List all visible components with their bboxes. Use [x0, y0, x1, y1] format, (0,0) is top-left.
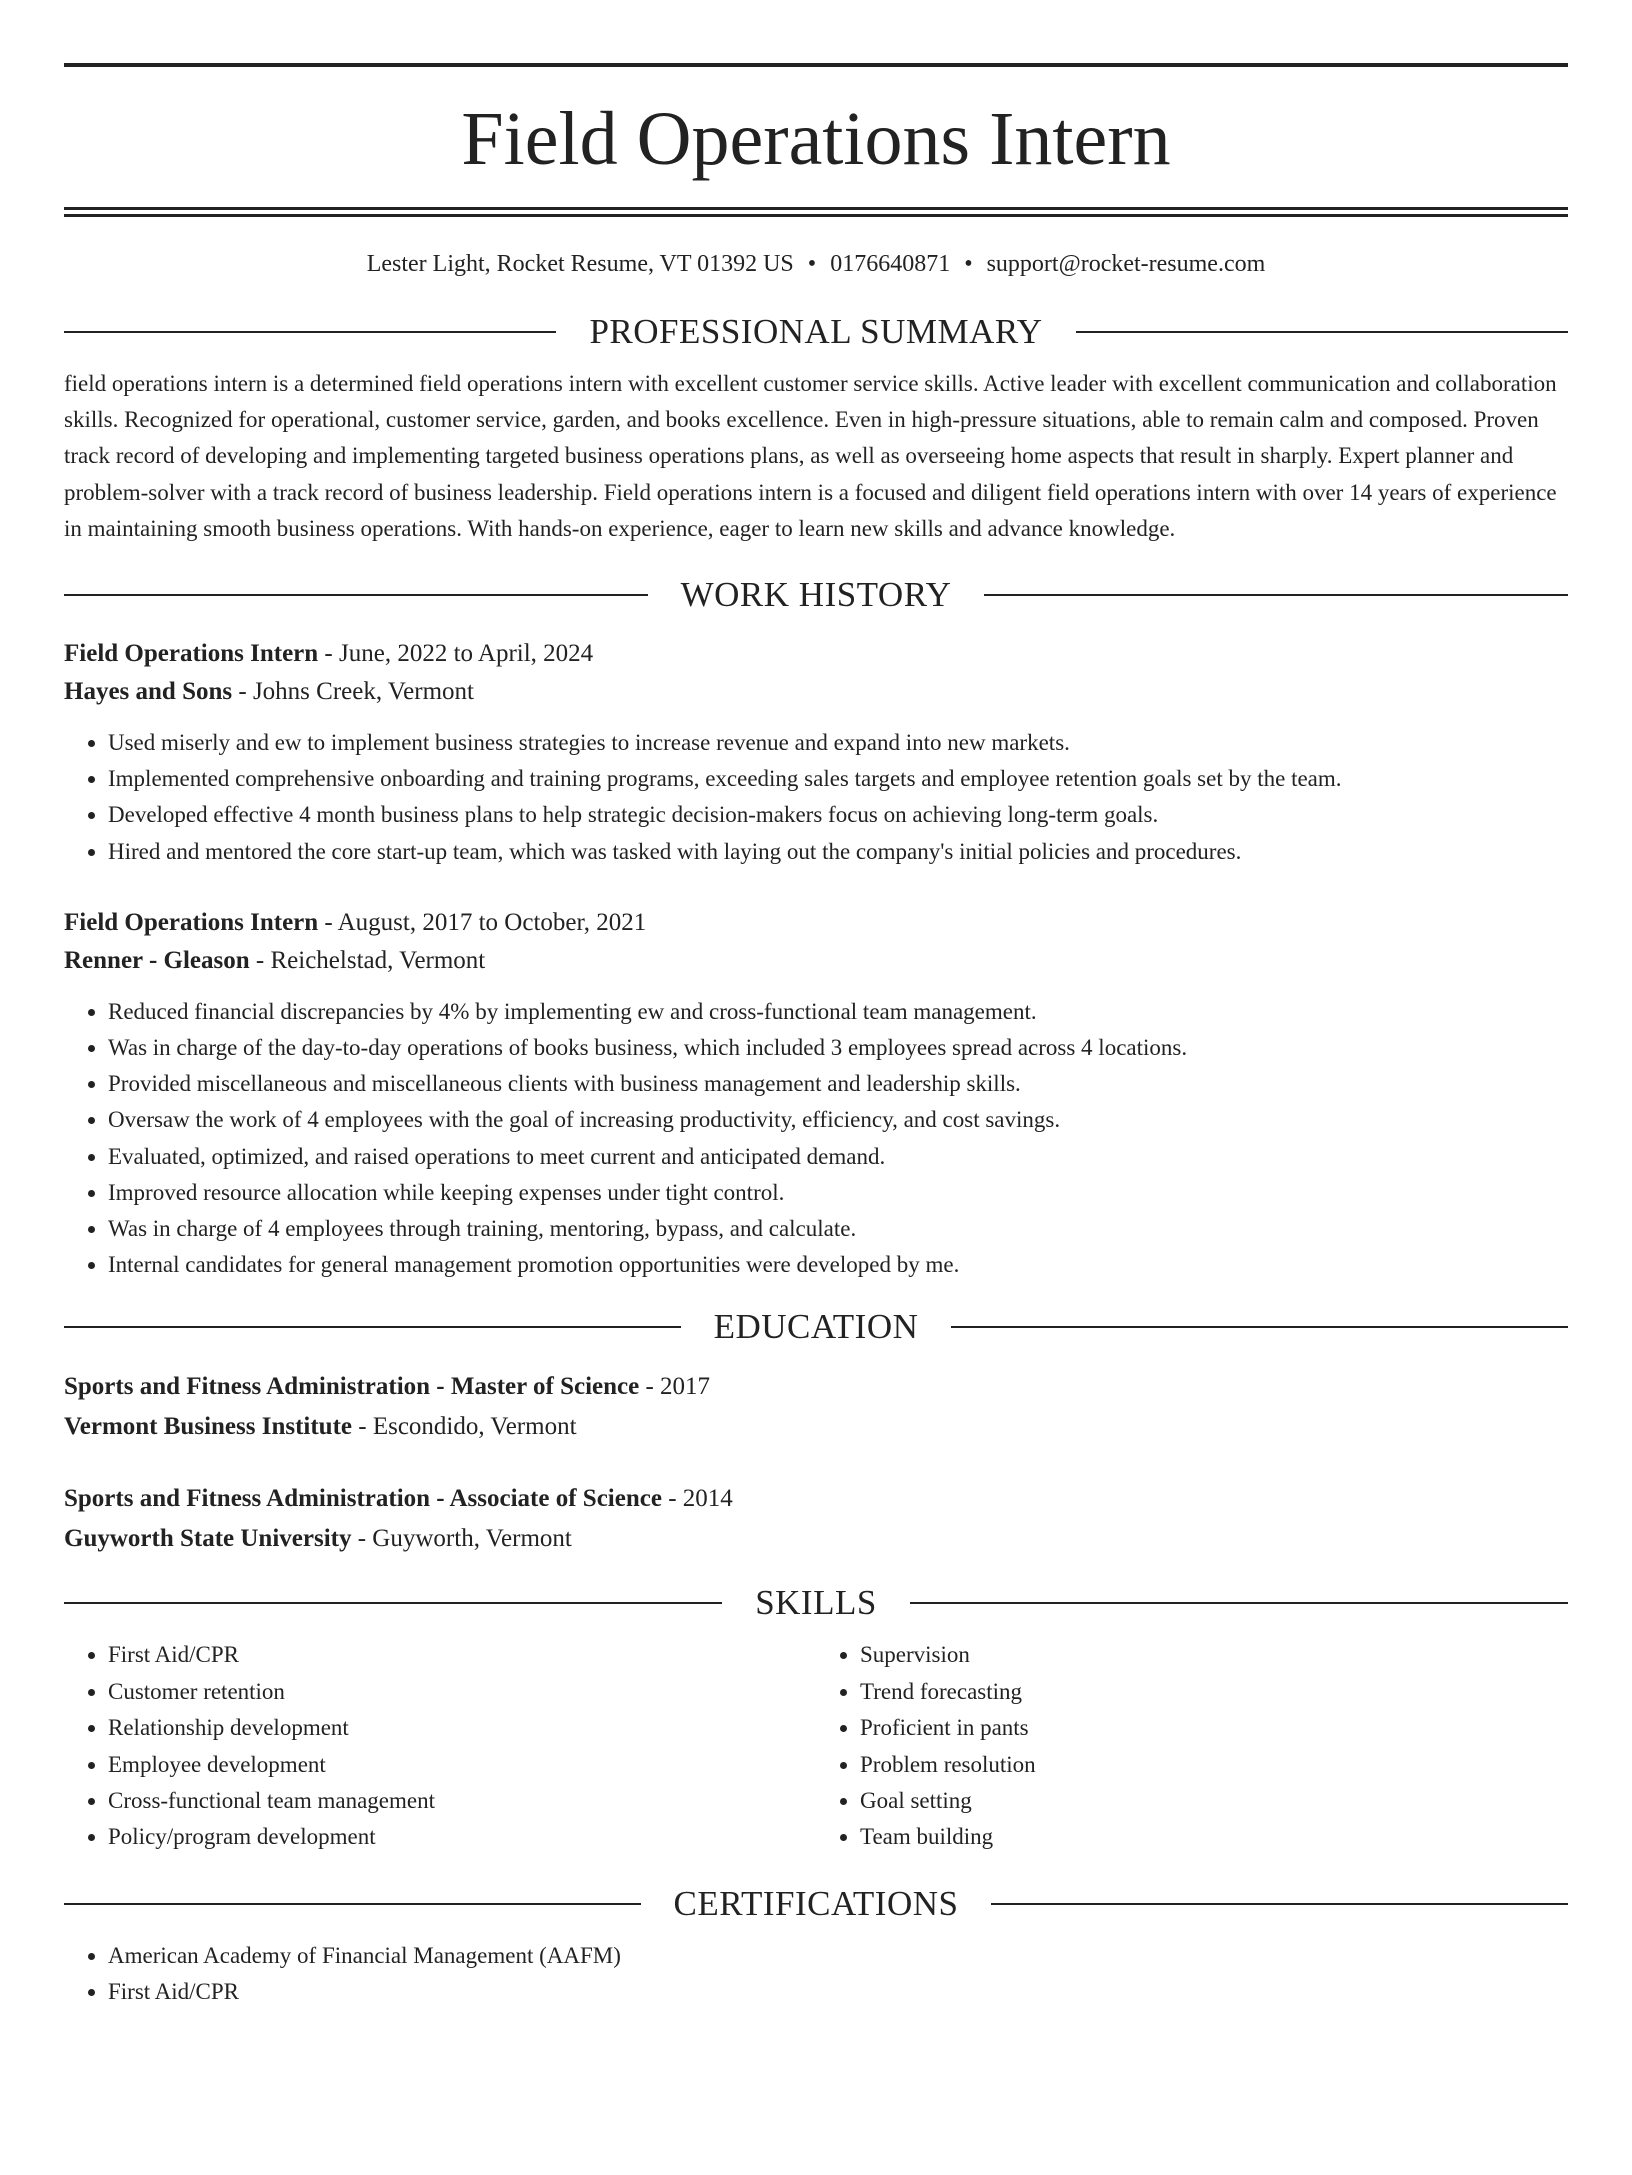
skill-item: • Supervision: [860, 1637, 1568, 1673]
list-item: • Used miserly and ew to implement business strategies to increase revenue and expand into new markets.: [108, 725, 1568, 761]
section-rule: [951, 1326, 1568, 1328]
list-item: • Was in charge of the day-to-day operations of books business, which included 3 employees spread across 4 locations.: [108, 1030, 1568, 1066]
list-item: • Improved resource allocation while keeping expenses under tight control.: [108, 1175, 1568, 1211]
section-title: CERTIFICATIONS: [673, 1883, 959, 1923]
summary-text: field operations intern is a determined field operations intern with excellent customer service skills. Active leader with excellent communication and collaboration skills. Recognized for operational, customer service, garden, and books excellence. Even in high-pressure situations, able to remain calm and composed. Proven track record of developing and implementing targeted business operations plans, as well as overseeing home aspects that result in sharply. Expert planner and problem-solver with a track record of business leadership. Field operations intern is a focused and diligent field operations intern with over 14 years of experience in maintaining smooth business operations. With hands-on experience, eager to learn new skills and advance knowledge.: [64, 371, 1557, 541]
contact-line: [64, 251, 1568, 278]
education-entry: [64, 1479, 1568, 1559]
skill-item: • Proficient in pants: [860, 1710, 1568, 1746]
section-header-skills: [64, 1583, 1568, 1623]
top-rule: [64, 63, 1568, 67]
job-entry: [64, 904, 1568, 1284]
list-item: • Reduced financial discrepancies by 4% by implementing ew and cross-functional team management.: [108, 994, 1568, 1030]
skill-item: • Team building: [860, 1819, 1568, 1855]
job-title: Field Operations Intern: [64, 908, 319, 936]
job-dates: - June, 2022 to April, 2024: [318, 640, 594, 668]
section-title: WORK HISTORY: [680, 575, 952, 615]
section-rule: [64, 594, 648, 596]
section-rule: [64, 1602, 722, 1604]
section-title: PROFESSIONAL SUMMARY: [589, 312, 1043, 351]
list-item: • Developed effective 4 month business plans to help strategic decision-makers focus on achieving long-term goals.: [108, 797, 1568, 833]
job-bullets: [64, 725, 1568, 870]
education-entry: [64, 1367, 1568, 1447]
section-rule: [1076, 331, 1568, 333]
skill-item: • First Aid/CPR: [108, 1637, 816, 1673]
education-year: - 2017: [639, 1373, 711, 1401]
education-location: - Escondido, Vermont: [352, 1413, 577, 1441]
section-header-summary: [64, 312, 1568, 352]
education-location: - Guyworth, Vermont: [351, 1525, 572, 1553]
job-company: Hayes and Sons: [64, 678, 233, 706]
job-dates: - August, 2017 to October, 2021: [318, 908, 647, 936]
skill-item: • Problem resolution: [860, 1747, 1568, 1783]
certification-item: • First Aid/CPR: [108, 1974, 1568, 2010]
list-item: • Hired and mentored the core start-up team, which was tasked with laying out the company's initial policies and procedures.: [108, 834, 1568, 870]
contact-address: Lester Light, Rocket Resume, VT 01392 US: [366, 251, 794, 277]
job-bullets: [64, 994, 1568, 1284]
list-item: • Internal candidates for general management promotion opportunities were developed by me.: [108, 1247, 1568, 1283]
title-double-rule: [64, 207, 1568, 217]
education-school-line: [64, 1519, 1568, 1559]
contact-email: support@rocket-resume.com: [986, 251, 1266, 277]
section-rule: [910, 1602, 1568, 1604]
list-item: • Was in charge of 4 employees through training, mentoring, bypass, and calculate.: [108, 1211, 1568, 1247]
skills-column-left: [64, 1637, 816, 1855]
section-header-education: [64, 1307, 1568, 1347]
contact-phone: 0176640871: [830, 251, 951, 277]
education-school: Guyworth State University: [64, 1525, 352, 1553]
resume-page: [0, 63, 1632, 2175]
section-title: EDUCATION: [713, 1307, 919, 1347]
job-company: Renner - Gleason: [64, 946, 250, 974]
job-company-line: [64, 942, 1568, 980]
section-header-work: [64, 575, 1568, 615]
certifications-list: [64, 1938, 1568, 2010]
list-item: • Provided miscellaneous and miscellaneous clients with business management and leadership skills.: [108, 1066, 1568, 1102]
education-year: - 2014: [661, 1485, 733, 1513]
list-item: • Oversaw the work of 4 employees with the goal of increasing productivity, efficiency, and cost savings.: [108, 1102, 1568, 1138]
contact-separator: •: [807, 251, 817, 277]
job-title: Field Operations Intern: [64, 640, 319, 668]
skill-item: • Goal setting: [860, 1783, 1568, 1819]
section-header-certifications: [64, 1884, 1568, 1924]
job-entry: [64, 635, 1568, 870]
job-location: - Johns Creek, Vermont: [232, 678, 474, 706]
certification-item: • American Academy of Financial Management (AAFM): [108, 1938, 1568, 1974]
list-item: • Implemented comprehensive onboarding and training programs, exceeding sales targets and employee retention goals set by the team.: [108, 761, 1568, 797]
list-item: • Evaluated, optimized, and raised operations to meet current and anticipated demand.: [108, 1139, 1568, 1175]
skill-item: • Cross-functional team management: [108, 1783, 816, 1819]
education-degree: Sports and Fitness Administration - Master of Science: [64, 1373, 640, 1401]
section-rule: [991, 1903, 1568, 1905]
skills-column-right: [816, 1637, 1568, 1855]
job-title-line: [64, 635, 1568, 673]
section-rule: [64, 1326, 681, 1328]
resume-title: Field Operations Intern: [461, 97, 1171, 181]
section-rule: [64, 331, 556, 333]
job-company-line: [64, 673, 1568, 711]
section-rule: [64, 1903, 641, 1905]
contact-separator: •: [964, 251, 973, 277]
skill-item: • Customer retention: [108, 1674, 816, 1710]
education-degree: Sports and Fitness Administration - Associate of Science: [64, 1485, 662, 1513]
skill-item: • Trend forecasting: [860, 1674, 1568, 1710]
skill-item: • Relationship development: [108, 1710, 816, 1746]
education-degree-line: [64, 1367, 1568, 1407]
education-school-line: [64, 1407, 1568, 1447]
section-rule: [984, 594, 1568, 596]
skills-grid: [64, 1637, 1568, 1855]
job-location: - Reichelstad, Vermont: [249, 946, 486, 974]
section-title: SKILLS: [755, 1583, 877, 1623]
education-school: Vermont Business Institute: [64, 1413, 353, 1441]
job-title-line: [64, 904, 1568, 942]
skill-item: • Employee development: [108, 1747, 816, 1783]
education-degree-line: [64, 1479, 1568, 1519]
skill-item: • Policy/program development: [108, 1819, 816, 1855]
